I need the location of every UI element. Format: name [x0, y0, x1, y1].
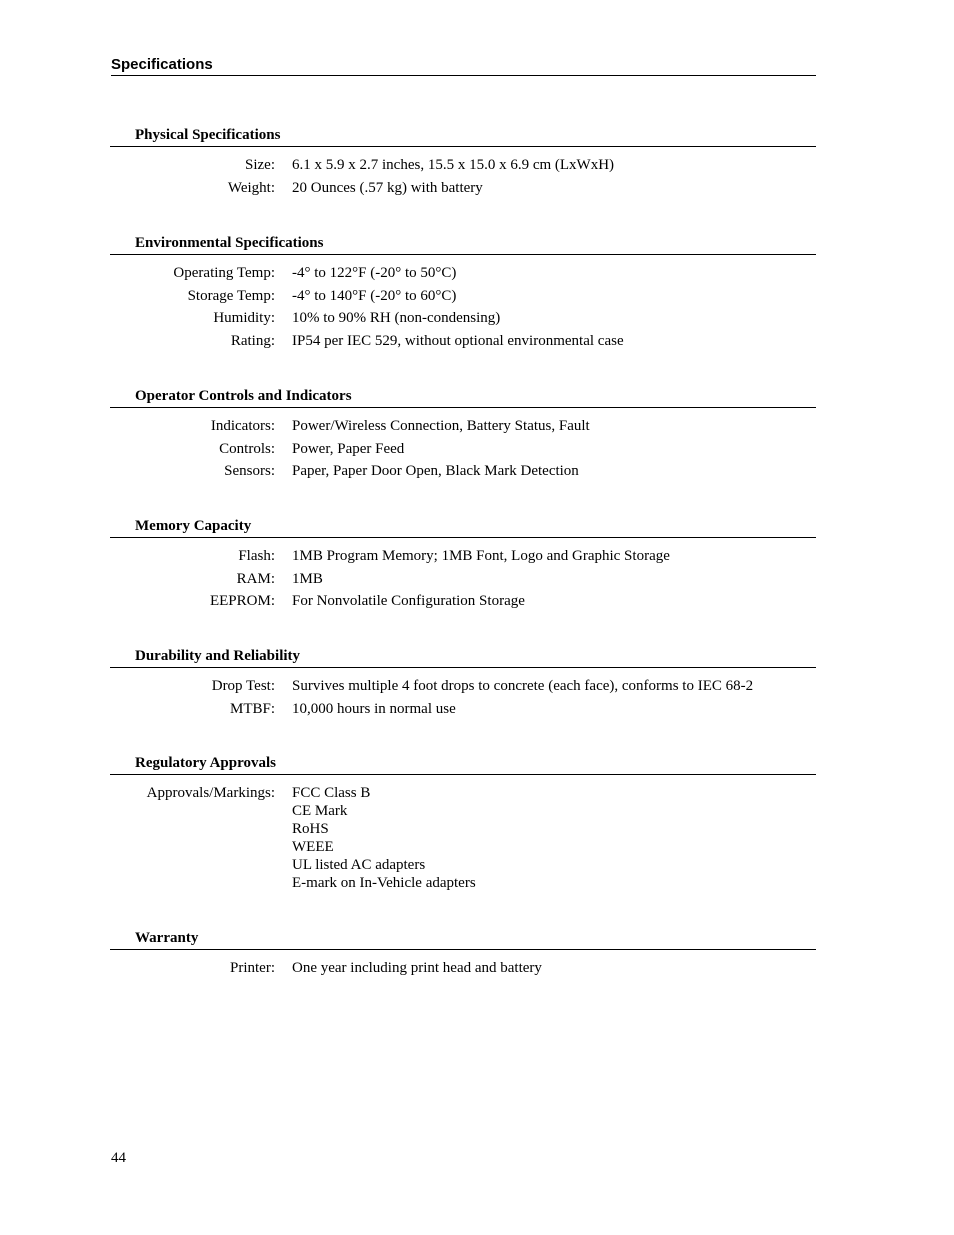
- spec-value: Survives multiple 4 foot drops to concrete (each face), conforms to IEC 68-2: [292, 678, 754, 694]
- page-number: 44: [111, 1150, 126, 1166]
- approval-item: FCC Class B: [292, 785, 371, 801]
- section-durability-reliability: [110, 647, 816, 720]
- spec-row-weight: [110, 177, 816, 200]
- approvals-list: [275, 784, 476, 892]
- spec-row-storage-temp: [110, 285, 816, 308]
- section-warranty: [110, 929, 816, 980]
- section-title: Environmental Specifications: [110, 234, 816, 255]
- approval-item: WEEE: [292, 839, 334, 855]
- spec-row-approvals: [110, 784, 816, 892]
- spec-label: Controls:: [219, 440, 275, 457]
- spec-row-indicators: [110, 415, 816, 438]
- spec-value: 10% to 90% RH (non-condensing): [292, 310, 501, 327]
- section-title: Durability and Reliability: [110, 647, 816, 668]
- spec-label: EEPROM:: [209, 593, 275, 610]
- spec-label: Operating Temp:: [173, 265, 275, 281]
- section-environmental-specifications: [110, 234, 816, 352]
- spec-row-eeprom: [110, 590, 816, 613]
- spec-row-humidity: [110, 307, 816, 330]
- section-title: Operator Controls and Indicators: [110, 387, 816, 408]
- spec-label: Storage Temp:: [187, 287, 275, 304]
- section-regulatory-approvals: [110, 754, 816, 892]
- spec-label: Approvals/Markings:: [146, 785, 275, 801]
- approval-item: CE Mark: [292, 803, 348, 819]
- spec-row-rating: [110, 330, 816, 353]
- page-header: Specifications: [111, 56, 816, 76]
- spec-label: Sensors:: [224, 463, 275, 480]
- spec-value: Power, Paper Feed: [292, 440, 405, 457]
- spec-label: Drop Test:: [211, 678, 275, 694]
- section-title: Memory Capacity: [110, 517, 816, 538]
- spec-row-printer: [110, 957, 816, 980]
- spec-value: 1MB: [292, 570, 323, 587]
- section-title: Regulatory Approvals: [110, 754, 816, 775]
- spec-row-sensors: [110, 460, 816, 483]
- spec-row-ram: [110, 568, 816, 591]
- spec-value: One year including print head and battery: [292, 960, 542, 976]
- spec-value: -4° to 122°F (-20° to 50°C): [292, 265, 457, 281]
- spec-label: MTBF:: [229, 700, 275, 717]
- spec-value: -4° to 140°F (-20° to 60°C): [292, 287, 457, 304]
- spec-row-drop-test: [110, 675, 816, 698]
- spec-row-mtbf: [110, 698, 816, 721]
- spec-value: 10,000 hours in normal use: [292, 700, 456, 717]
- spec-label: Weight:: [227, 179, 275, 196]
- spec-value: Paper, Paper Door Open, Black Mark Detection: [292, 463, 579, 480]
- section-operator-controls: [110, 387, 816, 483]
- spec-value: IP54 per IEC 529, without optional environmental case: [292, 332, 624, 349]
- spec-label: Humidity:: [213, 310, 275, 327]
- approval-item: E-mark on In-Vehicle adapters: [292, 875, 476, 891]
- spec-label: Rating:: [230, 332, 275, 349]
- spec-row-flash: [110, 545, 816, 568]
- section-physical-specifications: [110, 126, 816, 199]
- approval-item: RoHS: [292, 821, 329, 837]
- spec-value: 6.1 x 5.9 x 2.7 inches, 15.5 x 15.0 x 6.9 cm (LxWxH): [292, 157, 615, 173]
- spec-value: 1MB Program Memory; 1MB Font, Logo and Graphic Storage: [292, 548, 670, 564]
- spec-label: Printer:: [230, 960, 275, 976]
- spec-label: Size:: [245, 157, 275, 173]
- spec-label: Indicators:: [210, 418, 275, 434]
- spec-label: Flash:: [238, 548, 275, 564]
- section-memory-capacity: [110, 517, 816, 613]
- spec-value: 20 Ounces (.57 kg) with battery: [292, 179, 483, 196]
- spec-value: Power/Wireless Connection, Battery Status, Fault: [292, 418, 590, 434]
- spec-row-controls: [110, 438, 816, 461]
- section-title: Warranty: [110, 929, 816, 950]
- spec-row-operating-temp: [110, 262, 816, 285]
- spec-row-size: [110, 154, 816, 177]
- section-title: Physical Specifications: [110, 126, 816, 147]
- approval-item: UL listed AC adapters: [292, 857, 426, 873]
- spec-label: RAM:: [236, 570, 275, 587]
- spec-value: For Nonvolatile Configuration Storage: [292, 593, 525, 610]
